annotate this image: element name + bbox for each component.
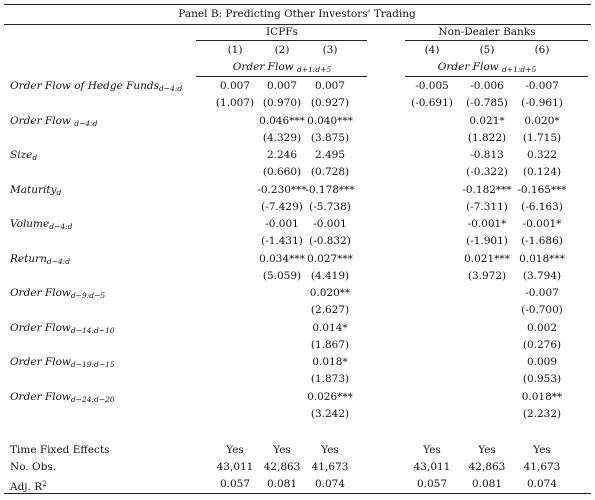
coefficient-cell: -0.001 xyxy=(313,218,347,230)
footer-value-cell: 0.057 xyxy=(416,478,448,490)
bottom-rule xyxy=(4,493,591,494)
t-statistic-cell: (1.007) xyxy=(215,97,255,109)
t-statistic-cell: (-0.961) xyxy=(521,97,563,109)
title-rule xyxy=(4,24,591,25)
coefficient-cell: 0.026*** xyxy=(307,390,353,403)
row-label-7-subscript: d−9:d−5 xyxy=(70,291,106,300)
t-statistic-cell: (-6.163) xyxy=(521,200,563,213)
row-label-4 xyxy=(10,184,61,199)
t-statistic-cell: (3.875) xyxy=(310,131,350,144)
row-label-5-base: Volume xyxy=(10,218,50,230)
t-statistic-cell: (-1.901) xyxy=(466,235,508,247)
footer-value-cell: 0.057 xyxy=(219,478,251,490)
t-statistic-cell: (-0.700) xyxy=(521,304,563,316)
t-statistic-cell: (3.794) xyxy=(522,269,562,282)
footer-label-text: No. Obs. xyxy=(10,461,57,473)
coefficient-cell: -0.006 xyxy=(470,80,504,92)
group-header-1: ICPFs xyxy=(266,26,298,38)
row-label-8-subscript: d−14:d−10 xyxy=(70,325,115,335)
coefficient-cell: 0.009 xyxy=(526,356,558,368)
row-label-8 xyxy=(10,322,115,337)
row-label-9-base: Order Flow xyxy=(10,356,71,368)
row-label-4-base: Maturity xyxy=(10,183,57,196)
coefficient-cell: 0.021*** xyxy=(464,252,510,265)
coefficient-cell: 2.246 xyxy=(266,149,298,161)
footer-value-cell: 0.081 xyxy=(266,478,298,490)
coefficient-cell: -0.007 xyxy=(525,287,559,299)
coefficient-cell: -0.230*** xyxy=(257,183,307,196)
t-statistic-cell: (5.059) xyxy=(262,269,302,282)
row-label-3-base: Size xyxy=(10,149,33,161)
row-label-1 xyxy=(10,80,182,95)
t-statistic-cell: (-5.738) xyxy=(309,200,351,213)
row-label-1-subscript: d−4:d xyxy=(159,84,183,93)
footer-label-2 xyxy=(10,461,56,474)
footer-value-cell: Yes xyxy=(423,444,441,456)
coefficient-cell: 0.046*** xyxy=(259,114,305,127)
coefficient-cell: -0.001* xyxy=(467,218,507,230)
coefficient-cell: 0.034*** xyxy=(259,252,305,265)
row-label-8-base: Order Flow xyxy=(10,321,71,334)
t-statistic-cell: (-7.429) xyxy=(261,200,303,213)
coefficient-cell: 0.007 xyxy=(219,80,251,92)
coefficient-cell: 0.002 xyxy=(526,321,558,334)
row-label-10-subscript: d−24:d−20 xyxy=(70,394,115,404)
t-statistic-cell: (0.660) xyxy=(262,166,302,178)
t-statistic-cell: (2.627) xyxy=(310,304,350,316)
panel-title: Panel B: Predicting Other Investors' Trading xyxy=(178,8,416,20)
dependent-variable-header-2-base: Order Flow xyxy=(437,61,502,73)
column-number-4: (4) xyxy=(424,44,440,56)
depvar-rule-icpfs xyxy=(196,76,367,77)
dependent-variable-header-1 xyxy=(233,61,331,76)
t-statistic-cell: (2.232) xyxy=(522,407,562,420)
footer-label-superscript: 2 xyxy=(42,480,47,488)
coefficient-cell: -0.165*** xyxy=(517,183,567,196)
coefficient-cell: -0.182*** xyxy=(462,183,512,196)
group-rule-banks xyxy=(405,40,588,41)
footer-value-cell: Yes xyxy=(478,444,496,456)
coefficient-cell: 2.495 xyxy=(314,149,346,161)
row-label-5-subscript: d−4:d xyxy=(49,222,73,231)
coefficient-cell: 0.007 xyxy=(314,80,346,92)
t-statistic-cell: (0.970) xyxy=(262,97,302,109)
coefficient-cell: -0.001* xyxy=(522,218,562,230)
row-label-10 xyxy=(10,391,115,406)
footer-value-cell: 0.081 xyxy=(471,478,503,490)
t-statistic-cell: (1.873) xyxy=(310,373,350,385)
group-header-2: Non-Dealer Banks xyxy=(438,26,536,38)
footer-value-cell: 43,011 xyxy=(216,461,254,473)
footer-value-cell: 0.074 xyxy=(526,478,558,490)
footer-value-cell: Yes xyxy=(273,444,291,456)
dependent-variable-header-2-subscript: d+1:d+5 xyxy=(501,65,537,74)
t-statistic-cell: (4.329) xyxy=(262,131,302,144)
dependent-variable-header-2 xyxy=(438,61,536,76)
row-label-2-subscript: d−4:d xyxy=(74,118,98,128)
footer-label-text: Adj. R xyxy=(10,481,43,493)
column-number-1: (1) xyxy=(227,44,243,56)
t-statistic-cell: (0.124) xyxy=(522,166,562,178)
row-label-1-base: Order Flow of Hedge Funds xyxy=(10,80,160,92)
row-label-3 xyxy=(10,149,37,164)
coefficient-cell: -0.178*** xyxy=(305,183,355,196)
row-label-4-subscript: d xyxy=(56,187,62,197)
footer-value-cell: 41,673 xyxy=(523,461,561,473)
footer-value-cell: 41,673 xyxy=(311,461,349,473)
footer-label-3 xyxy=(10,478,47,494)
footer-label-text: Time Fixed Effects xyxy=(10,444,110,456)
t-statistic-cell: (-7.311) xyxy=(466,200,508,213)
group-rule-icpfs xyxy=(196,40,367,41)
row-label-9-subscript: d−19:d−15 xyxy=(70,360,115,369)
footer-value-cell: Yes xyxy=(321,444,339,456)
coefficient-cell: 0.020** xyxy=(309,287,351,299)
t-statistic-cell: (1.867) xyxy=(310,338,350,351)
coefficient-cell: 0.018** xyxy=(521,390,563,403)
coefficient-cell: 0.322 xyxy=(526,149,558,161)
column-number-3: (3) xyxy=(322,44,338,56)
t-statistic-cell: (0.728) xyxy=(310,166,350,178)
coefficient-cell: 0.027*** xyxy=(307,252,353,265)
row-label-7 xyxy=(10,287,105,302)
depvar-rule-banks xyxy=(405,76,588,77)
coefficient-cell: -0.001 xyxy=(265,218,299,230)
footer-value-cell: Yes xyxy=(533,444,551,456)
column-number-5: (5) xyxy=(479,44,495,56)
t-statistic-cell: (-0.832) xyxy=(309,235,351,247)
row-label-3-subscript: d xyxy=(32,153,38,162)
column-number-2: (2) xyxy=(274,44,290,56)
t-statistic-cell: (3.972) xyxy=(467,269,507,282)
footer-value-cell: 0.074 xyxy=(314,478,346,490)
dependent-variable-header-1-base: Order Flow xyxy=(232,61,297,73)
t-statistic-cell: (-0.322) xyxy=(466,166,508,178)
coefficient-cell: -0.813 xyxy=(470,149,504,161)
coefficient-cell: -0.005 xyxy=(415,80,449,92)
coefficient-cell: 0.007 xyxy=(266,80,298,92)
footer-value-cell: 42,863 xyxy=(468,461,506,473)
coefficient-cell: 0.018*** xyxy=(519,252,565,265)
top-rule xyxy=(4,4,591,5)
footer-value-cell: 43,011 xyxy=(413,461,451,473)
coefficient-cell: 0.014* xyxy=(312,321,348,334)
t-statistic-cell: (0.953) xyxy=(522,373,562,385)
row-label-5 xyxy=(10,218,72,233)
footer-value-cell: 42,863 xyxy=(263,461,301,473)
t-statistic-cell: (-0.785) xyxy=(466,97,508,109)
row-label-9 xyxy=(10,356,115,371)
row-label-2-base: Order Flow xyxy=(10,114,75,127)
t-statistic-cell: (0.276) xyxy=(522,338,562,351)
coefficient-cell: 0.021* xyxy=(469,114,505,127)
t-statistic-cell: (-1.431) xyxy=(261,235,303,247)
coefficient-cell: 0.018* xyxy=(312,356,348,368)
dependent-variable-header-1-subscript: d+1:d+5 xyxy=(296,65,332,74)
coefficient-cell: 0.040*** xyxy=(307,114,353,127)
coefficient-cell: -0.007 xyxy=(525,80,559,92)
row-label-2 xyxy=(10,115,97,130)
coefficient-cell: 0.020* xyxy=(524,114,560,127)
t-statistic-cell: (-1.686) xyxy=(521,235,563,247)
t-statistic-cell: (1.822) xyxy=(467,131,507,144)
row-label-6-subscript: d−4:d xyxy=(46,256,71,266)
row-label-6-base: Return xyxy=(10,252,47,265)
footer-label-1 xyxy=(10,444,110,457)
row-label-10-base: Order Flow xyxy=(10,390,71,403)
t-statistic-cell: (3.242) xyxy=(310,407,350,420)
t-statistic-cell: (4.419) xyxy=(310,269,350,282)
row-label-7-base: Order Flow xyxy=(10,287,71,299)
t-statistic-cell: (0.927) xyxy=(310,97,350,109)
t-statistic-cell: (-0.691) xyxy=(411,97,453,109)
t-statistic-cell: (1.715) xyxy=(522,131,562,144)
footer-value-cell: Yes xyxy=(226,444,244,456)
row-label-6 xyxy=(10,253,70,268)
column-number-6: (6) xyxy=(534,44,550,56)
